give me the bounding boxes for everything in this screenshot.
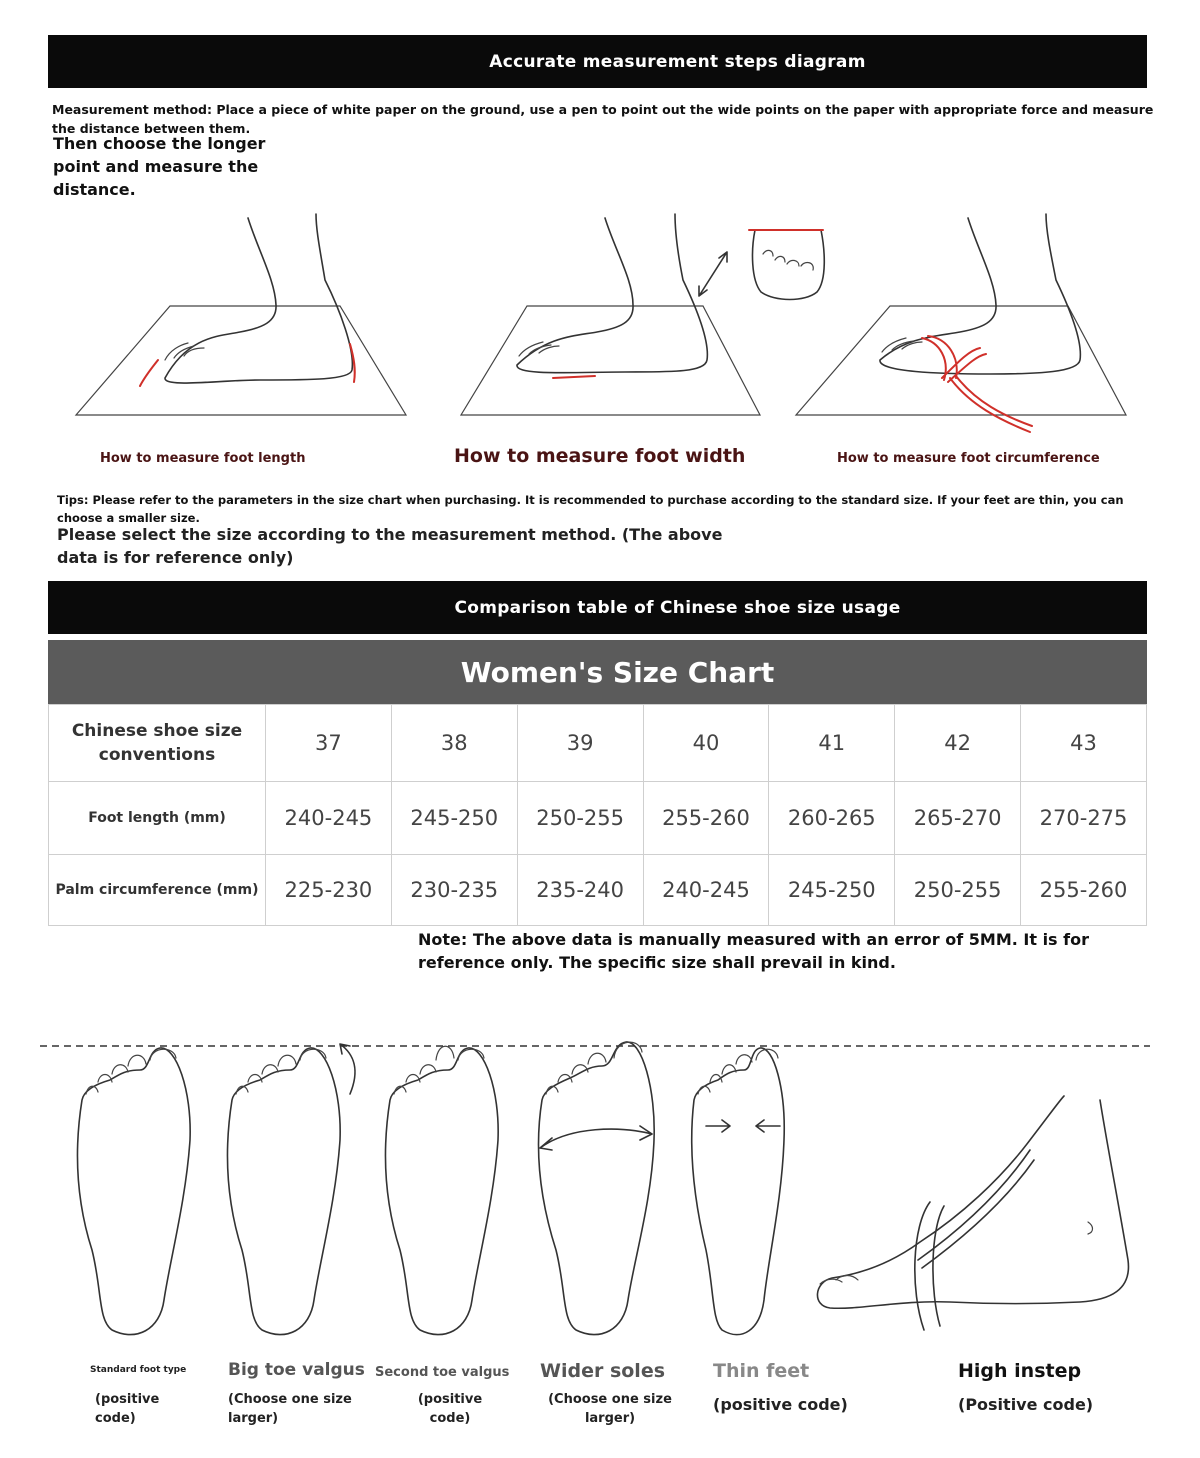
- table-cell: 250-255: [895, 855, 1021, 926]
- foot-type-name: Second toe valgus: [375, 1365, 510, 1380]
- tape-measure: [922, 336, 1032, 432]
- table-cell: 225-230: [266, 855, 392, 926]
- size-chart-note: Note: The above data is manually measured with an error of 5MM. It is for reference only. The specific size shall prevail in kind.: [418, 930, 1089, 972]
- foot-type-advice: (positive code): [417, 1392, 483, 1426]
- table-cell: 245-250: [391, 782, 517, 855]
- foot-type-advice: (positive code): [95, 1392, 160, 1426]
- tips-text: Tips: Please refer to the parameters in the size chart when purchasing. It is recommended to purchase according to the standard size. If your feet are thin, you can choose a smaller size.: [57, 493, 1124, 525]
- arrow-icon: [699, 252, 727, 296]
- size-comparison-header: [48, 581, 1147, 634]
- arrow-icon: [706, 1120, 780, 1132]
- foot-side-icon: [880, 214, 1080, 374]
- table-cell: 260-265: [769, 782, 895, 855]
- table-cell: 43: [1021, 705, 1147, 782]
- foot-types-illustration: [0, 1030, 1200, 1360]
- size-chart-title-bar: [48, 640, 1147, 704]
- caption-foot-length: How to measure foot length: [100, 451, 306, 466]
- paper-sheet: [76, 306, 406, 415]
- foot-type-name: High instep: [958, 1360, 1082, 1382]
- foot-circumference-diagram: [790, 210, 1130, 440]
- foot-type-advice: (Choose one size larger): [548, 1392, 672, 1426]
- table-row: [49, 855, 1147, 926]
- foot-type-advice: (Choose one size larger): [228, 1392, 352, 1426]
- steps-diagram-title: Accurate measurement steps diagram: [489, 51, 866, 72]
- foot-type-name: Big toe valgus: [228, 1360, 365, 1380]
- table-cell: 255-260: [643, 782, 769, 855]
- table-cell: 245-250: [769, 855, 895, 926]
- table-cell: 37: [266, 705, 392, 782]
- foot-type-name: Standard foot type: [90, 1365, 187, 1375]
- foot-side-icon: [817, 1096, 1128, 1330]
- row-label: Foot length (mm): [49, 782, 266, 855]
- table-cell: 250-255: [517, 782, 643, 855]
- table-cell: 38: [391, 705, 517, 782]
- foot-type-name: Thin feet: [713, 1360, 810, 1382]
- foot-type-advice: (positive code): [713, 1395, 848, 1414]
- toes-outline: [165, 343, 204, 360]
- table-cell: 39: [517, 705, 643, 782]
- width-mark: [553, 376, 595, 378]
- measurement-method-text-2: Then choose the longer point and measure the distance.: [53, 134, 266, 199]
- foot-top-icon: [538, 1042, 654, 1335]
- row-label: Chinese shoe size conventions: [49, 705, 266, 782]
- table-cell: 240-245: [266, 782, 392, 855]
- caption-foot-width: How to measure foot width: [454, 445, 746, 467]
- table-cell: 255-260: [1021, 855, 1147, 926]
- row-label: Palm circumference (mm): [49, 855, 266, 926]
- foot-top-icon: [227, 1044, 355, 1335]
- table-cell: 270-275: [1021, 782, 1147, 855]
- size-chart-table: [48, 704, 1147, 926]
- size-comparison-title: Comparison table of Chinese shoe size usage: [454, 597, 901, 618]
- foot-side-icon: [165, 214, 352, 383]
- steps-diagram-header: [48, 35, 1147, 88]
- measurement-method-text: Measurement method: Place a piece of white paper on the ground, use a pen to point out the wide points on the paper with appropriate force and measure the distance between them.: [52, 102, 1154, 136]
- table-cell: 265-270: [895, 782, 1021, 855]
- foot-type-name: Wider soles: [540, 1360, 666, 1382]
- arrow-icon: [340, 1044, 355, 1094]
- table-row: [49, 705, 1147, 782]
- table-cell: 42: [895, 705, 1021, 782]
- foot-width-diagram: [455, 210, 835, 430]
- table-row: [49, 782, 1147, 855]
- table-cell: 41: [769, 705, 895, 782]
- toe-mark: [140, 360, 158, 386]
- paper-sheet: [461, 306, 760, 415]
- caption-foot-circumference: How to measure foot circumference: [837, 451, 1100, 466]
- table-cell: 240-245: [643, 855, 769, 926]
- tips-text-2: Please select the size according to the measurement method. (The above data is for reference only): [57, 525, 723, 567]
- foot-top-icon: [692, 1048, 785, 1335]
- foot-top-icon: [385, 1046, 498, 1334]
- foot-length-diagram: [70, 210, 410, 430]
- foot-top-icon: [77, 1048, 190, 1335]
- arrow-icon: [540, 1126, 652, 1150]
- table-cell: 40: [643, 705, 769, 782]
- foot-type-advice: (Positive code): [958, 1395, 1094, 1414]
- table-cell: 235-240: [517, 855, 643, 926]
- table-cell: 230-235: [391, 855, 517, 926]
- size-chart-title: Women's Size Chart: [460, 655, 775, 689]
